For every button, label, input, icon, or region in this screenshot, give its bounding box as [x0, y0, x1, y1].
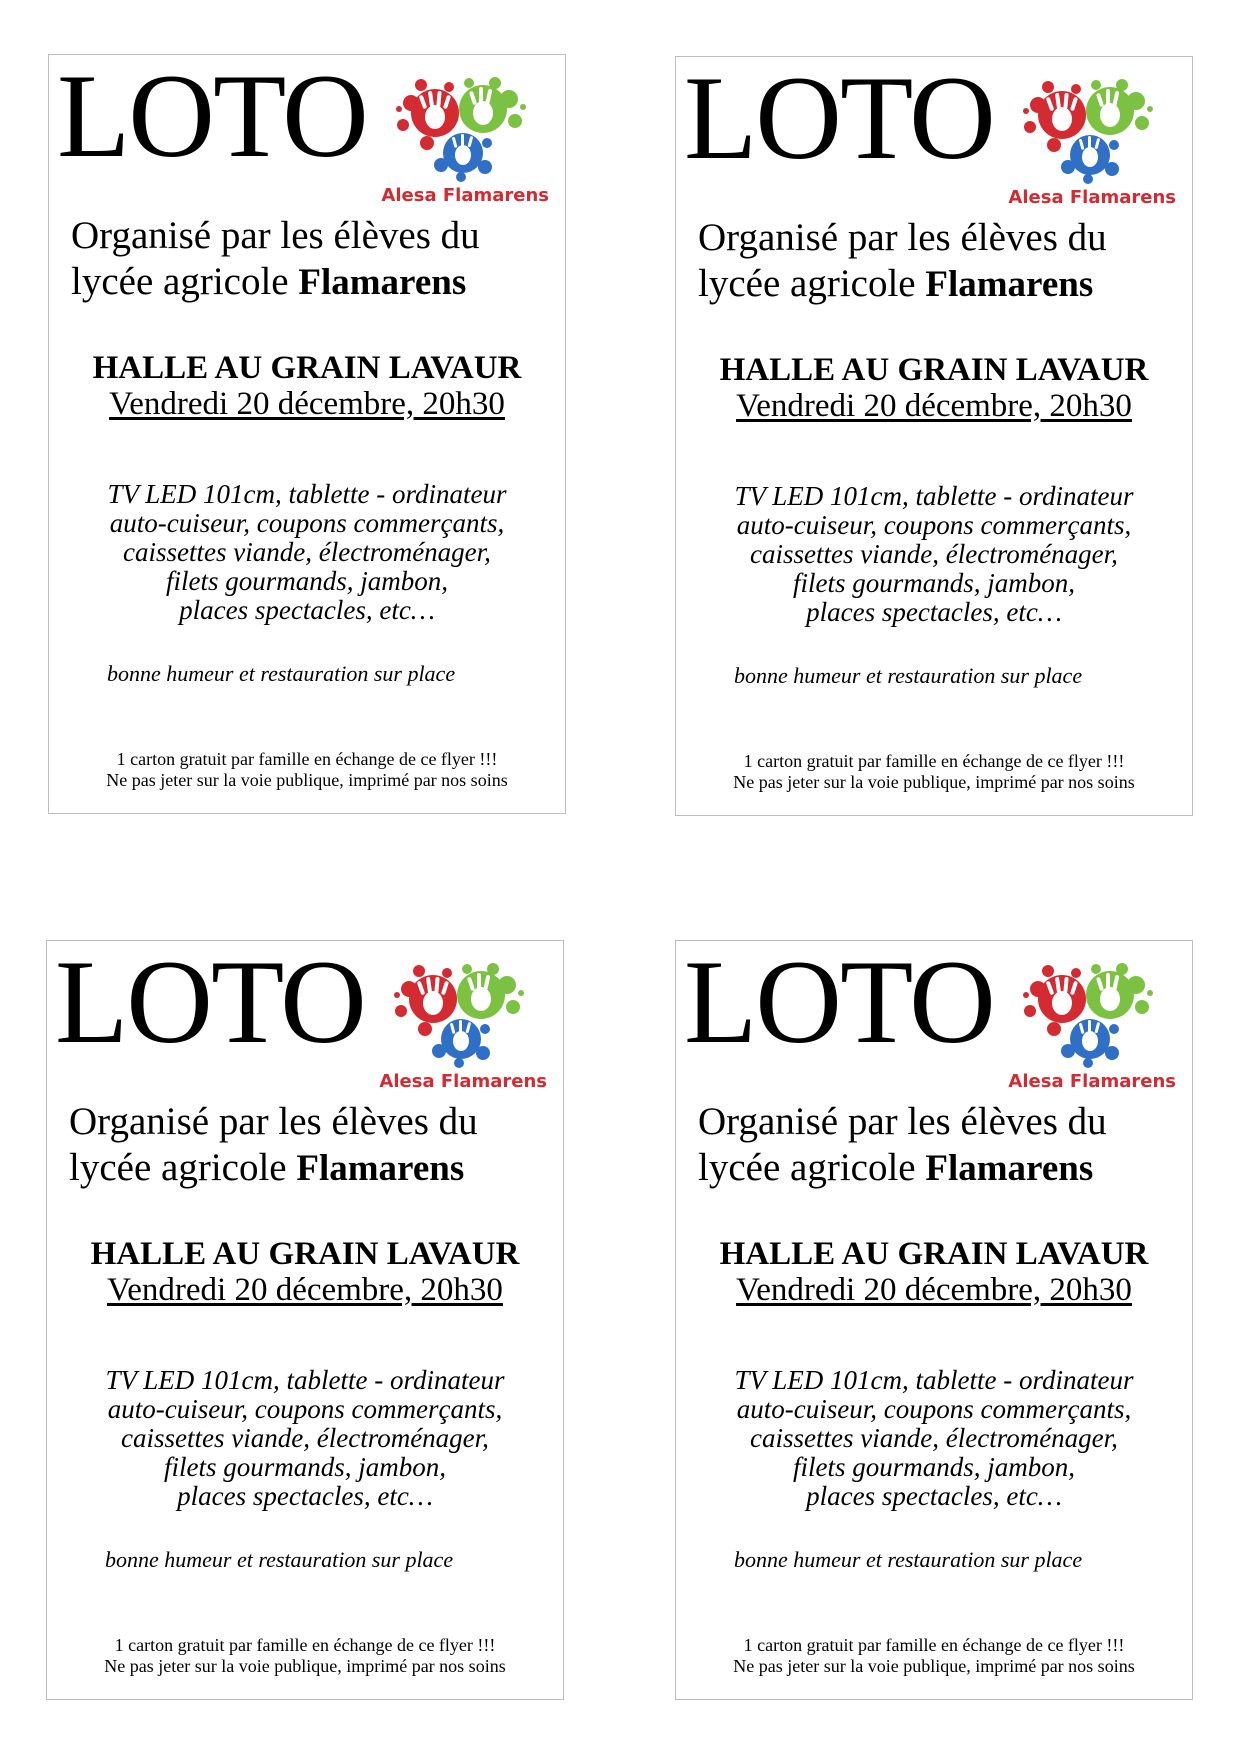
- organizer-line-2: [698, 1145, 1178, 1192]
- prize-line: caissettes viande, électroménager,: [121, 1423, 489, 1453]
- prize-line: TV LED 101cm, tablette - ordinateur: [734, 481, 1134, 511]
- flyer-header: [47, 935, 563, 1101]
- footer-note: [47, 1635, 563, 1677]
- prize-list: [49, 480, 565, 625]
- paint-splash-hands-logo-icon: [389, 959, 529, 1069]
- prize-list: [47, 1366, 563, 1511]
- prize-line: caissettes viande, électroménager,: [750, 1423, 1118, 1453]
- event-date: Vendredi 20 décembre, 20h30: [109, 386, 505, 422]
- organizer-school: lycée agricole: [71, 260, 289, 303]
- prize-line: places spectacles, etc…: [179, 595, 435, 625]
- prize-line: filets gourmands, jambon,: [163, 1452, 446, 1482]
- prize-line: auto-cuiseur, coupons commerçants,: [736, 510, 1132, 540]
- paint-splash-hands-logo-icon: [1018, 959, 1158, 1069]
- organizer-line-2: [69, 1145, 549, 1192]
- prize-line: auto-cuiseur, coupons commerçants,: [736, 1394, 1132, 1424]
- footer-note: [676, 1635, 1192, 1677]
- footer-note-line-1: 1 carton gratuit par famille en échange de ce flyer !!!: [116, 749, 498, 769]
- event-date: Vendredi 20 décembre, 20h30: [107, 1272, 503, 1308]
- brand-name: Alesa Flamarens: [1008, 187, 1176, 208]
- organizer-school: lycée agricole: [698, 262, 916, 305]
- footer-note-line-2: Ne pas jeter sur la voie publique, imprimé par nos soins: [733, 1656, 1135, 1676]
- flyer-header: [49, 49, 565, 215]
- organizer-line-1: Organisé par les élèves du: [71, 214, 480, 257]
- organizer-school-name: Flamarens: [296, 1148, 465, 1189]
- footer-note: [49, 749, 565, 791]
- organizer-line-2: [698, 261, 1178, 308]
- green-splash-icon: [1086, 963, 1153, 1019]
- organizer-school: lycée agricole: [69, 1146, 287, 1189]
- prize-line: filets gourmands, jambon,: [792, 1452, 1075, 1482]
- prize-line: auto-cuiseur, coupons commerçants,: [109, 508, 505, 538]
- flyer-title: LOTO: [684, 935, 994, 1068]
- flyer-top-left: [48, 49, 566, 814]
- green-splash-icon: [457, 963, 524, 1019]
- prize-line: auto-cuiseur, coupons commerçants,: [107, 1394, 503, 1424]
- prize-line: caissettes viande, électroménager,: [123, 537, 491, 567]
- prize-line: TV LED 101cm, tablette - ordinateur: [107, 479, 507, 509]
- flyer-title: LOTO: [684, 51, 994, 184]
- flyer-bottom-left: [46, 935, 564, 1700]
- organizer-text: [698, 215, 1178, 308]
- venue: HALLE AU GRAIN LAVAUR: [719, 352, 1149, 388]
- organizer-line-1: Organisé par les élèves du: [69, 1100, 478, 1143]
- organizer-text: [69, 1099, 549, 1192]
- brand-name: Alesa Flamarens: [379, 1071, 547, 1092]
- venue: HALLE AU GRAIN LAVAUR: [90, 1236, 520, 1272]
- flyer-bottom-right: [675, 935, 1193, 1700]
- flyer-title: LOTO: [55, 935, 365, 1068]
- footer-note-line-1: 1 carton gratuit par famille en échange de ce flyer !!!: [114, 1635, 496, 1655]
- organizer-school-name: Flamarens: [925, 1148, 1094, 1189]
- footer-note-line-1: 1 carton gratuit par famille en échange de ce flyer !!!: [743, 751, 1125, 771]
- green-splash-icon: [459, 77, 526, 133]
- flyer-header: [676, 51, 1192, 217]
- event-date: Vendredi 20 décembre, 20h30: [736, 1272, 1132, 1308]
- mood-text: bonne humeur et restauration sur place: [734, 663, 1083, 688]
- footer-note: [676, 751, 1192, 793]
- prize-line: TV LED 101cm, tablette - ordinateur: [734, 1365, 1134, 1395]
- brand-name: Alesa Flamarens: [381, 185, 549, 206]
- prize-line: places spectacles, etc…: [806, 1481, 1062, 1511]
- venue: HALLE AU GRAIN LAVAUR: [719, 1236, 1149, 1272]
- organizer-line-2: [71, 259, 551, 306]
- prize-list: [676, 482, 1192, 627]
- organizer-school-name: Flamarens: [298, 262, 467, 303]
- organizer-school-name: Flamarens: [925, 264, 1094, 305]
- venue: HALLE AU GRAIN LAVAUR: [92, 350, 522, 386]
- flyer-title: LOTO: [57, 49, 367, 182]
- footer-note-line-1: 1 carton gratuit par famille en échange de ce flyer !!!: [743, 1635, 1125, 1655]
- mood-text: bonne humeur et restauration sur place: [734, 1547, 1083, 1572]
- prize-line: places spectacles, etc…: [177, 1481, 433, 1511]
- event-date: Vendredi 20 décembre, 20h30: [736, 388, 1132, 424]
- flyer-header: [676, 935, 1192, 1101]
- footer-note-line-2: Ne pas jeter sur la voie publique, imprimé par nos soins: [106, 770, 508, 790]
- mood-text: bonne humeur et restauration sur place: [107, 661, 456, 686]
- green-splash-icon: [1086, 79, 1153, 135]
- organizer-text: [71, 213, 551, 306]
- organizer-line-1: Organisé par les élèves du: [698, 216, 1107, 259]
- organizer-line-1: Organisé par les élèves du: [698, 1100, 1107, 1143]
- flyer-top-right: [675, 51, 1193, 816]
- paint-splash-hands-logo-icon: [1018, 75, 1158, 185]
- prize-line: caissettes viande, électroménager,: [750, 539, 1118, 569]
- mood-text: bonne humeur et restauration sur place: [105, 1547, 454, 1572]
- prize-line: TV LED 101cm, tablette - ordinateur: [105, 1365, 505, 1395]
- brand-name: Alesa Flamarens: [1008, 1071, 1176, 1092]
- prize-line: filets gourmands, jambon,: [792, 568, 1075, 598]
- paint-splash-hands-logo-icon: [391, 73, 531, 183]
- footer-note-line-2: Ne pas jeter sur la voie publique, imprimé par nos soins: [733, 772, 1135, 792]
- footer-note-line-2: Ne pas jeter sur la voie publique, imprimé par nos soins: [104, 1656, 506, 1676]
- prize-list: [676, 1366, 1192, 1511]
- prize-line: filets gourmands, jambon,: [165, 566, 448, 596]
- prize-line: places spectacles, etc…: [806, 597, 1062, 627]
- organizer-text: [698, 1099, 1178, 1192]
- organizer-school: lycée agricole: [698, 1146, 916, 1189]
